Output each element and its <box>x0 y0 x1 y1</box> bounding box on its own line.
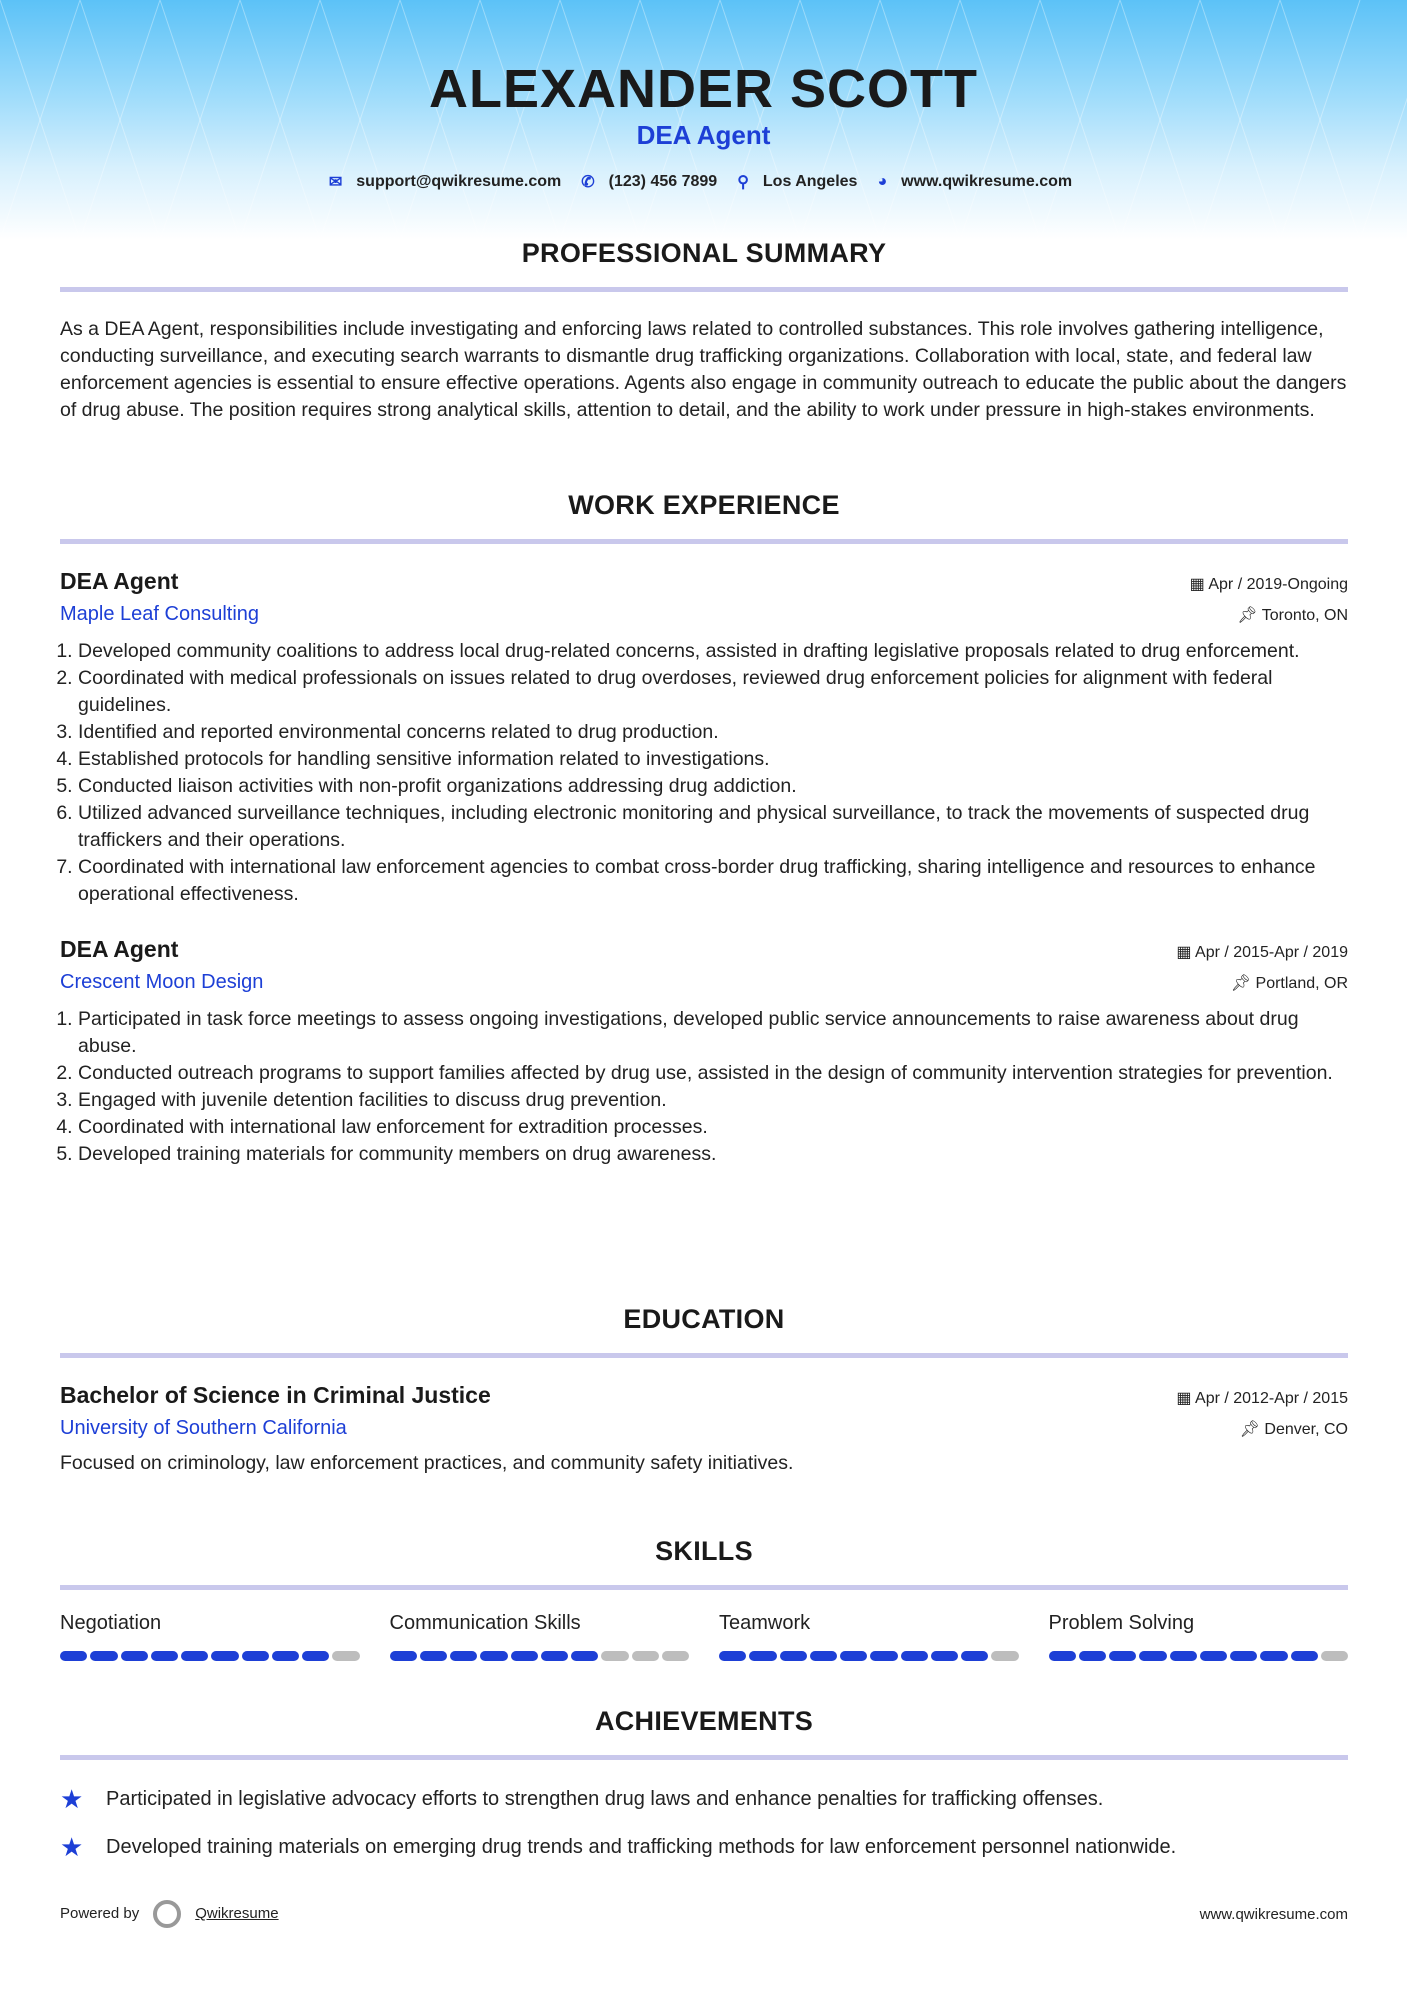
phone-icon: ✆ <box>581 174 595 191</box>
skill-dot <box>1049 1651 1076 1661</box>
job-location: Toronto, ON <box>1261 607 1348 624</box>
list-item: 4. Coordinated with international law enforcement for extradition processes. <box>78 1114 1348 1141</box>
header-banner <box>0 0 1407 240</box>
list-item: 2. Conducted outreach programs to support families affected by drug use, assisted in the design of community intervention strategies for prevention. <box>78 1060 1348 1087</box>
skill-item <box>60 1612 360 1661</box>
skill-dot <box>571 1651 598 1661</box>
divider <box>60 287 1348 292</box>
section-heading: SKILLS <box>655 1536 753 1566</box>
job-entry <box>60 568 1348 908</box>
section-heading: WORK EXPERIENCE <box>568 490 840 520</box>
skill-dot <box>1200 1651 1227 1661</box>
skill-dot <box>991 1651 1018 1661</box>
skill-dot <box>749 1651 776 1661</box>
skill-dot <box>211 1651 238 1661</box>
skill-name: Negotiation <box>60 1612 162 1634</box>
candidate-title: DEA Agent <box>636 120 771 150</box>
map-pin-icon: ⚲ <box>737 174 749 191</box>
divider <box>60 1755 1348 1760</box>
star-icon: ★ <box>60 1832 84 1862</box>
skill-dot <box>332 1651 359 1661</box>
skill-dot <box>390 1651 417 1661</box>
skill-dot <box>121 1651 148 1661</box>
skill-dot <box>1291 1651 1318 1661</box>
qwikresume-logo-icon <box>153 1900 181 1928</box>
envelope-icon: ✉ <box>328 174 343 191</box>
footer-website[interactable]: www.qwikresume.com <box>1199 1905 1348 1923</box>
calendar-icon: ▦ <box>1176 944 1196 961</box>
section-heading: EDUCATION <box>623 1304 785 1334</box>
list-item: 4. Established protocols for handling sensitive information related to investigations. <box>78 746 1348 773</box>
list-item: 6. Utilized advanced surveillance techniques, including electronic monitoring and physical surveillance, to track the movements of suspected drug traffickers and their operations. <box>78 800 1348 854</box>
job-dates: Apr / 2015-Apr / 2019 <box>1195 944 1348 961</box>
skill-dot <box>840 1651 867 1661</box>
skills-section <box>60 1536 1348 1661</box>
achievement-item <box>60 1832 1348 1863</box>
skill-dot <box>181 1651 208 1661</box>
skill-dot <box>541 1651 568 1661</box>
skill-dot <box>480 1651 507 1661</box>
section-heading: PROFESSIONAL SUMMARY <box>521 238 887 268</box>
skill-dot <box>931 1651 958 1661</box>
achievement-item <box>60 1784 1348 1815</box>
skill-item <box>390 1612 690 1661</box>
list-item: 1. Participated in task force meetings to assess ongoing investigations, developed public service announcements to raise awareness about drug abuse. <box>78 1006 1348 1060</box>
education-section <box>60 1304 1348 1477</box>
job-title: DEA Agent <box>60 568 179 594</box>
star-icon: ★ <box>60 1784 84 1814</box>
school[interactable]: University of Southern California <box>60 1417 347 1439</box>
powered-by: Powered by <box>60 1904 140 1922</box>
skill-dot <box>961 1651 988 1661</box>
achievement-text: Developed training materials on emerging drug trends and trafficking methods for law enforcement personnel nationwide. <box>106 1836 1177 1858</box>
company-name[interactable]: Crescent Moon Design <box>60 971 264 993</box>
contact-bar <box>0 172 1407 192</box>
pin-icon: 📌︎ <box>1239 1421 1265 1438</box>
skill-item <box>719 1612 1019 1661</box>
skill-name: Problem Solving <box>1048 1612 1195 1634</box>
job-location: Portland, OR <box>1255 975 1348 992</box>
skill-dot <box>810 1651 837 1661</box>
skill-dot <box>719 1651 746 1661</box>
candidate-name: ALEXANDER SCOTT <box>428 59 978 119</box>
list-item: 5. Conducted liaison activities with non-profit organizations addressing drug addiction. <box>78 773 1348 800</box>
job-entry <box>60 936 1348 1168</box>
brand-link[interactable]: Qwikresume <box>195 1904 279 1922</box>
job-dates: Apr / 2019-Ongoing <box>1208 576 1348 593</box>
skill-dot <box>662 1651 689 1661</box>
list-item: 5. Developed training materials for community members on drug awareness. <box>78 1141 1348 1168</box>
company-name[interactable]: Maple Leaf Consulting <box>60 603 260 625</box>
summary-text: As a DEA Agent, responsibilities include investigating and enforcing laws related to controlled substances. This role involves gathering intelligence, conducting surveillance, and executing search warrants to dismantle drug trafficking organizations. Collaboration with local, state, and federal law enforcement agencies is essential to ensure effective operations. Agents also engage in community outreach to educate the public about the dangers of drug abuse. The position requires strong analytical skills, attention to detail, and the ability to work under pressure in high-stakes environments. <box>60 318 1347 421</box>
phone[interactable]: (123) 456 7899 <box>608 173 718 190</box>
divider <box>60 1353 1348 1358</box>
skill-dot <box>272 1651 299 1661</box>
skill-dot <box>901 1651 928 1661</box>
skill-dot <box>60 1651 87 1661</box>
skill-level-bar <box>1049 1651 1349 1661</box>
skill-dot <box>450 1651 477 1661</box>
skill-dot <box>90 1651 117 1661</box>
skill-dot <box>1321 1651 1348 1661</box>
achievement-text: Participated in legislative advocacy efforts to strengthen drug laws and enhance penalties for trafficking offenses. <box>106 1788 1104 1810</box>
skill-dot <box>1260 1651 1287 1661</box>
website[interactable]: www.qwikresume.com <box>901 173 1073 190</box>
education-location: Denver, CO <box>1264 1421 1348 1438</box>
list-item: 2. Coordinated with medical professionals on issues related to drug overdoses, reviewed drug enforcement policies for alignment with federal guidelines. <box>78 665 1348 719</box>
skill-name: Communication Skills <box>389 1612 581 1634</box>
divider <box>60 539 1348 544</box>
responsibilities-list <box>78 638 1348 908</box>
degree: Bachelor of Science in Criminal Justice <box>60 1382 491 1408</box>
skill-dot <box>1079 1651 1106 1661</box>
pin-icon: 📌︎ <box>1230 975 1256 992</box>
list-item: 3. Identified and reported environmental concerns related to drug production. <box>78 719 1348 746</box>
skill-dot <box>302 1651 329 1661</box>
skill-item <box>1049 1612 1349 1661</box>
location: Los Angeles <box>762 173 858 190</box>
email[interactable]: support@qwikresume.com <box>356 173 562 190</box>
skill-level-bar <box>719 1651 1019 1661</box>
list-item: 3. Engaged with juvenile detention facilities to discuss drug prevention. <box>78 1087 1348 1114</box>
divider <box>60 1585 1348 1590</box>
skill-name: Teamwork <box>719 1612 811 1634</box>
achievements-section <box>60 1706 1348 1880</box>
calendar-icon: ▦ <box>1176 1390 1196 1407</box>
footer <box>60 1900 1348 1928</box>
section-heading: ACHIEVEMENTS <box>594 1706 814 1736</box>
skill-level-bar <box>60 1651 360 1661</box>
list-item: 7. Coordinated with international law enforcement agencies to combat cross-border drug trafficking, sharing intelligence and resources to enhance operational effectiveness. <box>78 854 1348 908</box>
skill-level-bar <box>390 1651 690 1661</box>
skill-dot <box>420 1651 447 1661</box>
skill-dot <box>632 1651 659 1661</box>
skill-dot <box>1139 1651 1166 1661</box>
skill-dot <box>151 1651 178 1661</box>
skill-dot <box>870 1651 897 1661</box>
pin-icon: 📌︎ <box>1237 607 1262 624</box>
skill-dot <box>511 1651 538 1661</box>
skill-dot <box>1170 1651 1197 1661</box>
calendar-icon: ▦ <box>1189 576 1209 593</box>
experience-section <box>60 490 1348 1168</box>
skill-dot <box>601 1651 628 1661</box>
summary-section <box>60 238 1348 424</box>
education-dates: Apr / 2012-Apr / 2015 <box>1195 1390 1348 1407</box>
skill-dot <box>242 1651 269 1661</box>
education-description: Focused on criminology, law enforcement practices, and community safety initiatives. <box>60 1452 794 1474</box>
skill-dot <box>780 1651 807 1661</box>
skill-dot <box>1109 1651 1136 1661</box>
list-item: 1. Developed community coalitions to address local drug-related concerns, assisted in drafting legislative proposals related to drug enforcement. <box>78 638 1348 665</box>
skill-dot <box>1230 1651 1257 1661</box>
globe-icon: ◕ <box>877 173 888 190</box>
responsibilities-list <box>78 1006 1348 1168</box>
job-title: DEA Agent <box>60 936 179 962</box>
